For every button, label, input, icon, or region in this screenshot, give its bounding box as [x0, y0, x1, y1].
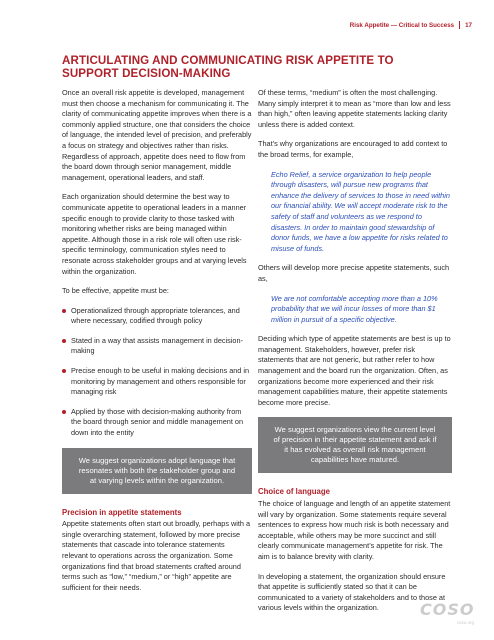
bullet-icon	[62, 309, 66, 313]
paragraph: To be effective, appetite must be:	[62, 286, 169, 296]
right-column	[258, 88, 452, 623]
bullet-list	[62, 306, 252, 439]
example-quote: We are not comfortable accepting more than a 10% probability that we will incur losses of more than $1 million in pursuit of a specific objective.	[271, 293, 438, 324]
bullet-icon	[62, 369, 66, 373]
paragraph: Of these terms, “medium” is often the most challenging. Many simply interpret it to mean as “more than low and less than high,” often leaving appetite statements lacking clarity unless there is added context.	[258, 88, 451, 129]
example-quote: Echo Relief, a service organization to help people through disasters, will pursue new programs that enhance the delivery of services to those in need within our financial ability. We will accept moderate risk to the safety of staff and volunteers as we respond to disasters. In order to maintain good stewardship of donor funds, we have a low appetite for risks related to misuse of funds.	[271, 169, 450, 253]
left-column	[62, 88, 252, 602]
paragraph: That’s why organizations are encouraged to add context to the broad terms, for example,	[258, 139, 448, 159]
paragraph: Once an overall risk appetite is developed, management must then choose a mechanism for communicating it. The clarity of communicating appetite improves when there is a commonly applied structure, one that considers the choice of language, the intended level of precision, and preferably a focus on strategy and objectives rather than risks. Regardless of approach, appetite does need to flow from the board down through senior management, middle management, operational leaders, and staff.	[62, 88, 252, 182]
section-heading: Precision in appetite statements	[62, 507, 182, 517]
paragraph: Deciding which type of appetite statements are best is up to management. Stakeholders, however, prefer risk statements that are not generic, but rather refer to how management and the board run the organization. Often, as organizations become more experienced and their risk management capabilities mature, their appetite statements become more precise.	[258, 334, 451, 407]
callout-box: We suggest organizations adopt language that resonates with both the stakeholder group and at varying levels within the organization.	[62, 448, 252, 494]
page-number: 17	[465, 21, 472, 29]
paragraph: Others will develop more precise appetite statements, such as,	[258, 263, 450, 283]
list-item: Stated in a way that assists management in decision-making	[62, 336, 252, 357]
paragraph: Appetite statements often start out broadly, perhaps with a single overarching statement, followed by more precise statements that cascade into tolerance statements relevant to operations across the organization. Some organizations find that broad statements crafted around terms such as “low,” “medium,” or “high” appetite are sufficient for their needs.	[62, 519, 251, 592]
running-header	[350, 21, 472, 29]
bullet-icon	[62, 339, 66, 343]
list-item: Applied by those with decision-making authority from the board through senior and middle management on down into the entity	[62, 407, 252, 439]
section-heading: Choice of language	[258, 487, 330, 497]
paragraph: Each organization should determine the best way to communicate appetite to operational leaders in a manner specific enough to provide clarity to those tasked with monitoring whether risks are being managed within appetite. Although those in a risk role will often use risk-specific terminology, communication styles need to resonate across stakeholder groups and at varying levels within the organization.	[62, 192, 247, 276]
paragraph: In developing a statement, the organization should ensure that appetite is sufficiently stated so that it can be communicated to a variety of stakeholders and to those at various levels within the organization.	[258, 571, 446, 613]
bullet-icon	[62, 410, 66, 414]
list-item: Precise enough to be useful in making decisions and in monitoring by management and others responsible for managing risk	[62, 366, 252, 398]
header-divider	[459, 21, 460, 29]
running-title: Risk Appetite — Critical to Success	[349, 21, 455, 29]
logo-mark: COSO	[420, 600, 475, 619]
paragraph: The choice of language and length of an appetite statement will vary by organization. Some statements require several sentences to express how much risk is both necessary and acceptable, while others may be more succinct and still clearly communicate management’s appetite for risk. The aim is to balance brevity with clarity.	[258, 499, 451, 561]
page-title: ARTICULATING AND COMMUNICATING RISK APPETITE TO SUPPORT DECISION-MAKING	[62, 54, 394, 80]
callout-box: We suggest organizations view the current level of precision in their appetite statement and ask if it has evolved as overall risk management capabilities have matured.	[258, 417, 452, 473]
list-item: Operationalized through appropriate tolerances, and where necessary, codified through policy	[62, 306, 252, 327]
coso-logo	[420, 602, 474, 626]
logo-url: coso.org	[456, 620, 474, 625]
